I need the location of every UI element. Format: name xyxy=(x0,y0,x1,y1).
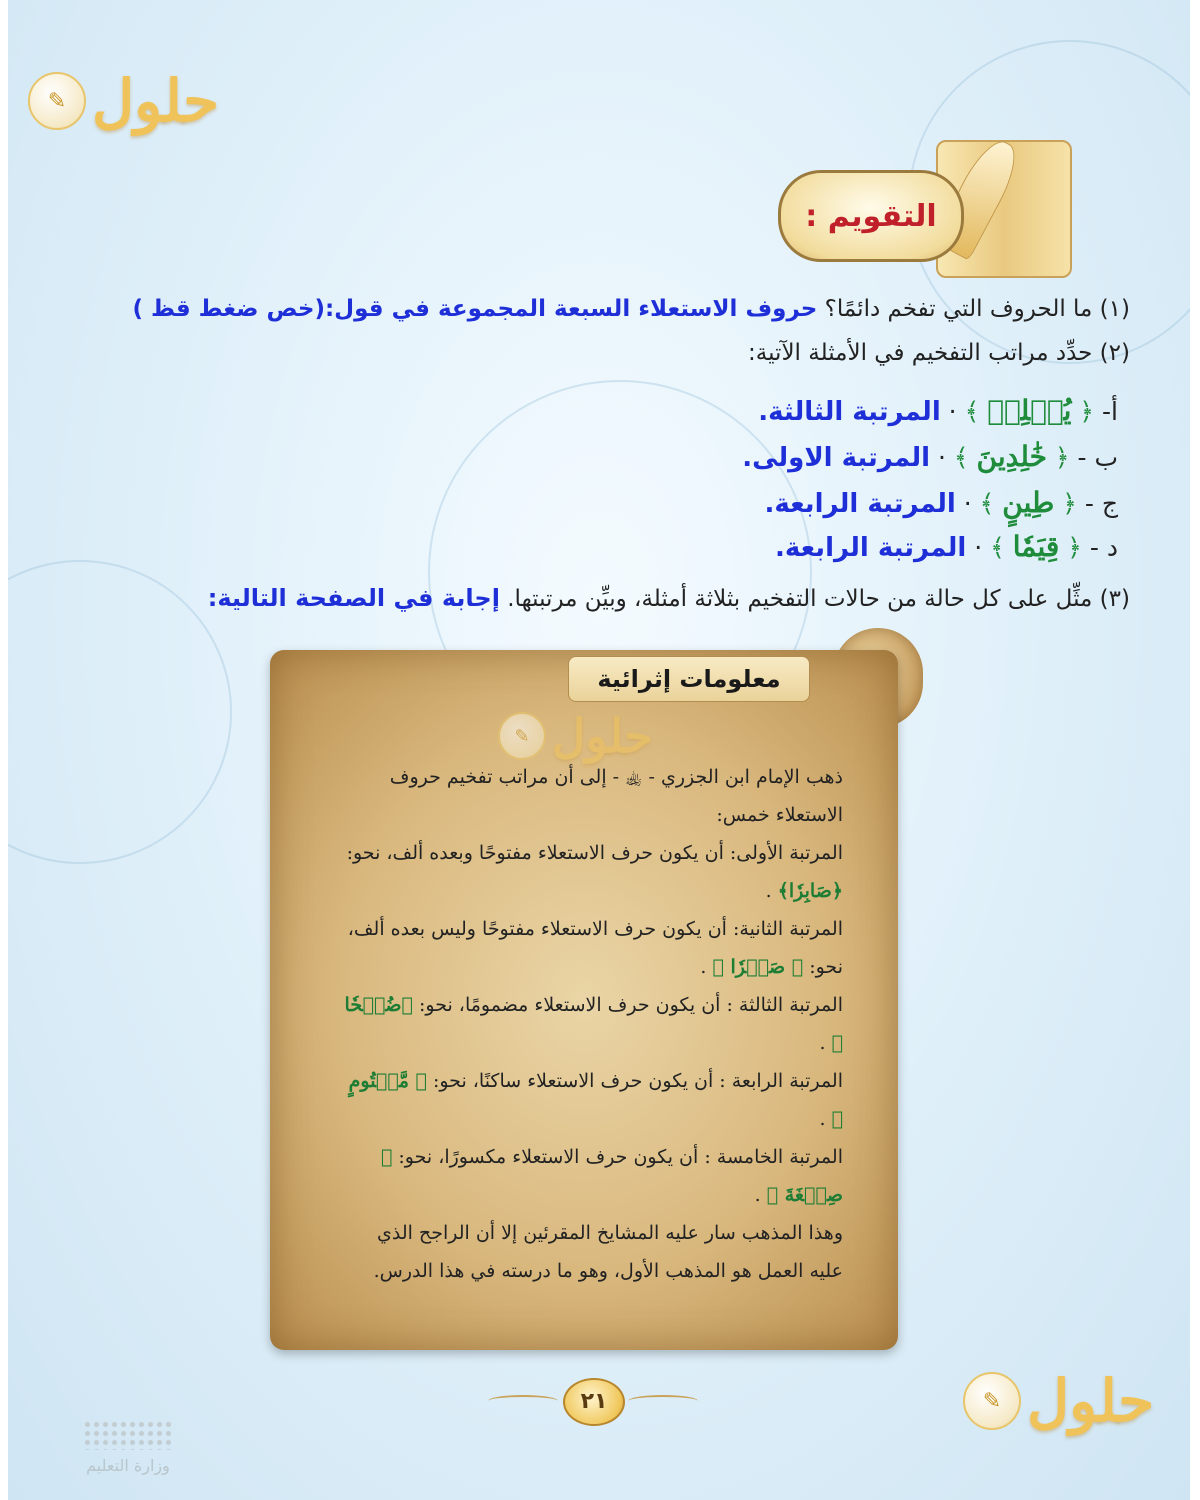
ministry-logo: وزارة التعليم xyxy=(68,1420,188,1475)
watermark-logo xyxy=(28,67,220,135)
enrichment-intro: ذهب الإمام ابن الجزري - ﵀ - إلى أن مراتب تفخيم حروف الاستعلاء خمس: xyxy=(389,766,843,826)
example-answer: المرتبة الاولى. xyxy=(742,443,931,473)
logo-icon: ✎ xyxy=(498,712,546,760)
section-title: التقويم : xyxy=(778,170,964,262)
example-word: قِيَمٗا xyxy=(1012,530,1060,563)
example-answer: المرتبة الرابعة. xyxy=(774,533,967,563)
quran-word: ﴿صَابِرٗا﴾ xyxy=(777,880,843,902)
enrichment-level: المرتبة الثانية: أن يكون حرف الاستعلاء مفتوحًا وليس بعده ألف، نحو: ﴿ صَبۡرٗا ﴾ . xyxy=(347,918,843,978)
page xyxy=(8,0,1190,1500)
page-ornament xyxy=(488,1395,558,1407)
watermark-logo xyxy=(963,1367,1155,1435)
quran-word: ﴿ صَبۡرٗا ﴾ xyxy=(712,956,804,978)
enrichment-level: المرتبة الأولى: أن يكون حرف الاستعلاء مفتوحًا وبعده ألف، نحو: ﴿صَابِرٗا﴾ . xyxy=(346,842,843,902)
enrichment-level: المرتبة الثالثة : أن يكون حرف الاستعلاء مضمومًا، نحو: ﴿ضُبۡحٗا ﴾ . xyxy=(344,994,843,1054)
quran-word: ﴿ صِبۡغَةَ ﴾ xyxy=(380,1146,843,1206)
evaluation-header xyxy=(778,130,1098,280)
example-answer: المرتبة الرابعة. xyxy=(764,489,956,519)
example-word: خَٰلِدِينَ xyxy=(976,440,1047,473)
page-ornament xyxy=(628,1395,698,1407)
question-1-text: (١) ما الحروف التي تفخم دائمًا؟ xyxy=(824,296,1130,322)
background-ornament xyxy=(8,560,232,864)
enrichment-title: معلومات إثرائية xyxy=(568,656,810,702)
example-word: يُصۡلِحۡ xyxy=(987,394,1072,427)
enrichment-level: المرتبة الخامسة : أن يكون حرف الاستعلاء مكسورًا، نحو: ﴿ صِبۡغَةَ ﴾ . xyxy=(380,1146,843,1206)
ministry-dots-icon xyxy=(83,1420,173,1450)
quran-word: ﴿ مَّخۡتُومٍ ﴾ xyxy=(348,1070,843,1130)
page-number: ٢١ xyxy=(563,1378,625,1426)
example-row: ج - ﴿ طِينٍ ﴾ · المرتبة الرابعة. xyxy=(764,486,1118,519)
quran-word: ﴿ضُبۡحٗا ﴾ xyxy=(344,994,843,1054)
question-3-text: (٣) مثِّل على كل حالة من حالات التفخيم بثلاثة أمثلة، وبيِّن مرتبتها. xyxy=(507,586,1130,612)
enrichment-body xyxy=(338,758,843,1290)
example-answer: المرتبة الثالثة. xyxy=(758,397,941,427)
question-3-answer: إجابة في الصفحة التالية: xyxy=(207,584,500,612)
example-row: أ- ﴿ يُصۡلِحۡ ﴾ · المرتبة الثالثة. xyxy=(758,394,1118,427)
question-2-text: (٢) حدِّد مراتب التفخيم في الأمثلة الآتية: xyxy=(748,340,1130,366)
logo-icon: ✎ xyxy=(963,1372,1021,1430)
example-row: ب - ﴿ خَٰلِدِينَ ﴾ · المرتبة الاولى. xyxy=(742,440,1118,473)
enrichment-level: المرتبة الرابعة : أن يكون حرف الاستعلاء ساكنًا، نحو: ﴿ مَّخۡتُومٍ ﴾ . xyxy=(348,1070,843,1130)
enrichment-conclusion: وهذا المذهب سار عليه المشايخ المقرئين إلا أن الراجح الذي عليه العمل هو المذهب الأول، وهو ما درسته في هذا الدرس. xyxy=(373,1222,843,1282)
logo-icon: ✎ xyxy=(28,72,86,130)
example-row: د - ﴿ قِيَمٗا ﴾ · المرتبة الرابعة. xyxy=(774,530,1118,563)
question-1-answer: حروف الاستعلاء السبعة المجموعة في قول:(خص ضغط قظ ) xyxy=(132,296,818,322)
logo-word: حلول xyxy=(1027,1367,1155,1435)
logo-word: حلول xyxy=(92,67,220,135)
question-3 xyxy=(208,584,1130,612)
question-1 xyxy=(132,296,1130,322)
watermark-logo: ✎ حلول xyxy=(498,712,653,760)
example-word: طِينٍ xyxy=(1002,486,1055,519)
